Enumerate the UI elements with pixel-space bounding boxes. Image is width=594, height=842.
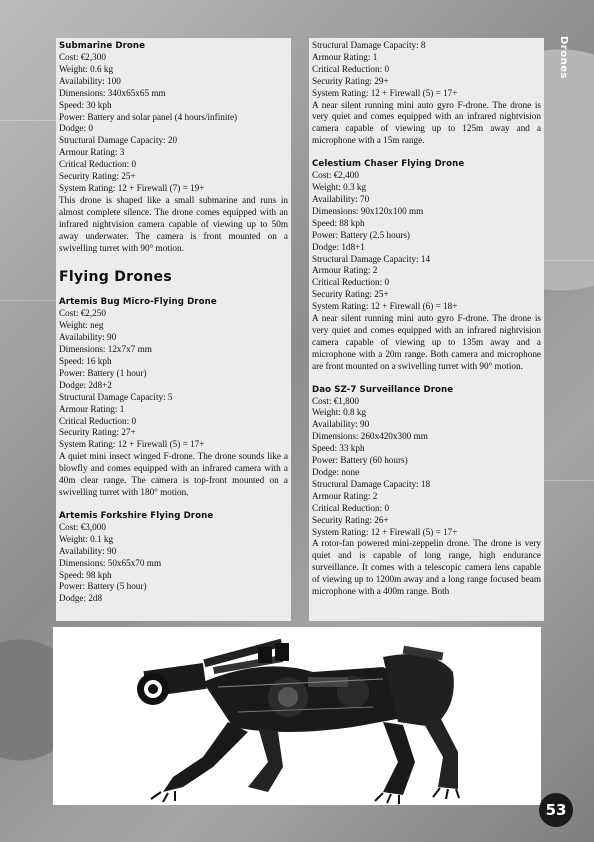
stat-line: Weight: 0.8 kg	[312, 407, 367, 418]
stat-line: Security Rating: 25+	[59, 171, 136, 182]
stat-line: Dodge: 2d8+2	[59, 379, 112, 390]
background-line	[544, 480, 594, 481]
stat-line: Weight: neg	[59, 320, 104, 331]
stat-line: Security Rating: 26+	[312, 514, 389, 525]
robot-dog-drawing	[53, 627, 541, 805]
robot-dog-illustration	[53, 627, 541, 805]
stat-line: Armour Rating: 2	[312, 490, 378, 501]
background-line	[0, 120, 56, 121]
right-column	[309, 38, 544, 621]
stat-line: Cost: €3,000	[59, 521, 106, 532]
stat-line: Critical Reduction: 0	[59, 159, 137, 170]
stat-line: Armour Rating: 2	[312, 265, 378, 276]
entry-title-artemis-bug: Artemis Bug Micro-Flying Drone	[59, 297, 217, 308]
stat-line: Availability: 70	[312, 193, 370, 204]
stat-line: Security Rating: 27+	[59, 427, 136, 438]
stat-line: Availability: 90	[59, 545, 117, 556]
stat-line: Dodge: none	[312, 467, 360, 477]
section-title: Flying Drones	[59, 269, 172, 286]
stat-line: Power: Battery (5 hour)	[59, 581, 147, 592]
stat-line: Weight: 0.3 kg	[312, 182, 367, 193]
stat-line: Structural Damage Capacity: 14	[312, 253, 431, 264]
entry-title-dao: Dao SZ-7 Surveillance Drone	[312, 384, 454, 395]
stat-line: Cost: €2,250	[59, 308, 106, 319]
stat-line: Security Rating: 25+	[312, 289, 389, 300]
stat-line: Dimensions: 90x120x100 mm	[312, 205, 424, 216]
stat-line: Dimensions: 340x65x65 mm	[59, 87, 166, 98]
stat-line: Dodge: 1d8+1	[312, 241, 365, 252]
stat-line: System Rating: 12 + Firewall (6) = 18+	[312, 301, 458, 312]
entry-description: This drone is shaped like a small submarine and runs in almost complete silence. The drone comes equipped with an infrared nightvision camera capable of viewing up to 50m away underwater. The camera is front mounted on a swivelling turret with 90° motion.	[59, 194, 288, 253]
stat-line: Critical Reduction: 0	[312, 63, 390, 74]
stat-line: Speed: 98 kph	[59, 569, 112, 580]
stat-line: Cost: €2,400	[312, 170, 359, 181]
stat-line: Availability: 90	[59, 332, 117, 343]
chapter-tab-label: Drones	[558, 36, 569, 79]
stat-line: Speed: 33 kph	[312, 443, 365, 454]
entry-title-submarine: Submarine Drone	[59, 41, 146, 51]
stat-line: Structural Damage Capacity: 5	[59, 391, 173, 402]
stat-line: Dimensions: 12x7x7 mm	[59, 344, 152, 355]
stat-line: Structural Damage Capacity: 18	[312, 478, 431, 489]
stat-line: Speed: 88 kph	[312, 217, 365, 228]
stat-line: Weight: 0.1 kg	[59, 533, 114, 544]
stat-line: Dodge: 0	[59, 123, 93, 134]
stat-line: Security Rating: 29+	[312, 75, 389, 86]
stat-line: Availability: 90	[312, 419, 370, 430]
stat-line: Structural Damage Capacity: 8	[312, 40, 426, 50]
stat-line: Power: Battery (2.5 hours)	[312, 229, 410, 240]
stat-line: Dimensions: 50x65x70 mm	[59, 557, 162, 568]
stat-line: Cost: €2,300	[59, 52, 106, 62]
entry-description: A near silent running mini auto gyro F-drone. The drone is very quiet and comes equipped with an infrared nightvision camera capable of viewing up to 125m away and a microphone with a 15m range.	[312, 99, 541, 146]
stat-line: System Rating: 12 + Firewall (5) = 17+	[59, 439, 205, 450]
stat-line: System Rating: 12 + Firewall (5) = 17+	[312, 526, 458, 537]
stat-line: Speed: 30 kph	[59, 99, 112, 110]
background-line	[544, 260, 594, 261]
stat-line: Structural Damage Capacity: 20	[59, 135, 178, 146]
background-line	[0, 300, 56, 301]
entry-description: A rotor-fan powered mini-zeppelin drone. The drone is very quiet and is capable of long range, high endurance surveillance. It comes with a telescopic camera lens capable of viewing up to 1200m away and a long range focused beam microphone with a 400m range. Both	[312, 538, 541, 597]
stat-line: Dimensions: 260x420x300 mm	[312, 431, 428, 442]
stat-line: System Rating: 12 + Firewall (5) = 17+	[312, 87, 458, 98]
left-column	[56, 38, 291, 621]
entry-description: A near silent running mini auto gyro F-drone. The drone is very quiet and comes equipped with an infrared nightvision camera capable of viewing up to 135m away and a microphone with a 20m range. Both camera and microphone are front mounted on a swivelling turret with 90° motion.	[312, 313, 541, 371]
stat-line: Armour Rating: 1	[59, 403, 125, 414]
page-number: 53	[545, 801, 567, 819]
stat-line: Dodge: 2d8	[59, 593, 103, 604]
stat-line: Cost: €1,800	[312, 395, 359, 406]
stat-line: System Rating: 12 + Firewall (7) = 19+	[59, 182, 205, 193]
stat-line: Critical Reduction: 0	[312, 277, 390, 288]
stat-line: Armour Rating: 3	[59, 147, 125, 158]
stat-line: Critical Reduction: 0	[59, 415, 137, 426]
entry-title-celestium: Celestium Chaser Flying Drone	[312, 159, 465, 170]
stat-line: Power: Battery (60 hours)	[312, 455, 408, 466]
entry-title-artemis-forkshire: Artemis Forkshire Flying Drone	[59, 510, 214, 521]
entry-description: A quiet mini insect winged F-drone. The drone sounds like a blowfly and comes equipped with an infrared camera with a 40m clear range. The camera is top-front mounted on a swivelling turret with 180° motion.	[59, 451, 288, 497]
stat-line: Weight: 0.6 kg	[59, 63, 114, 74]
page-number-badge	[539, 793, 573, 827]
stat-line: Power: Battery and solar panel (4 hours/infinite)	[59, 111, 238, 122]
stat-line: Power: Battery (1 hour)	[59, 367, 147, 378]
stat-line: Availability: 100	[59, 75, 121, 86]
stat-line: Speed: 16 kph	[59, 356, 112, 367]
stat-line: Critical Reduction: 0	[312, 502, 390, 513]
stat-line: Armour Rating: 1	[312, 51, 378, 62]
